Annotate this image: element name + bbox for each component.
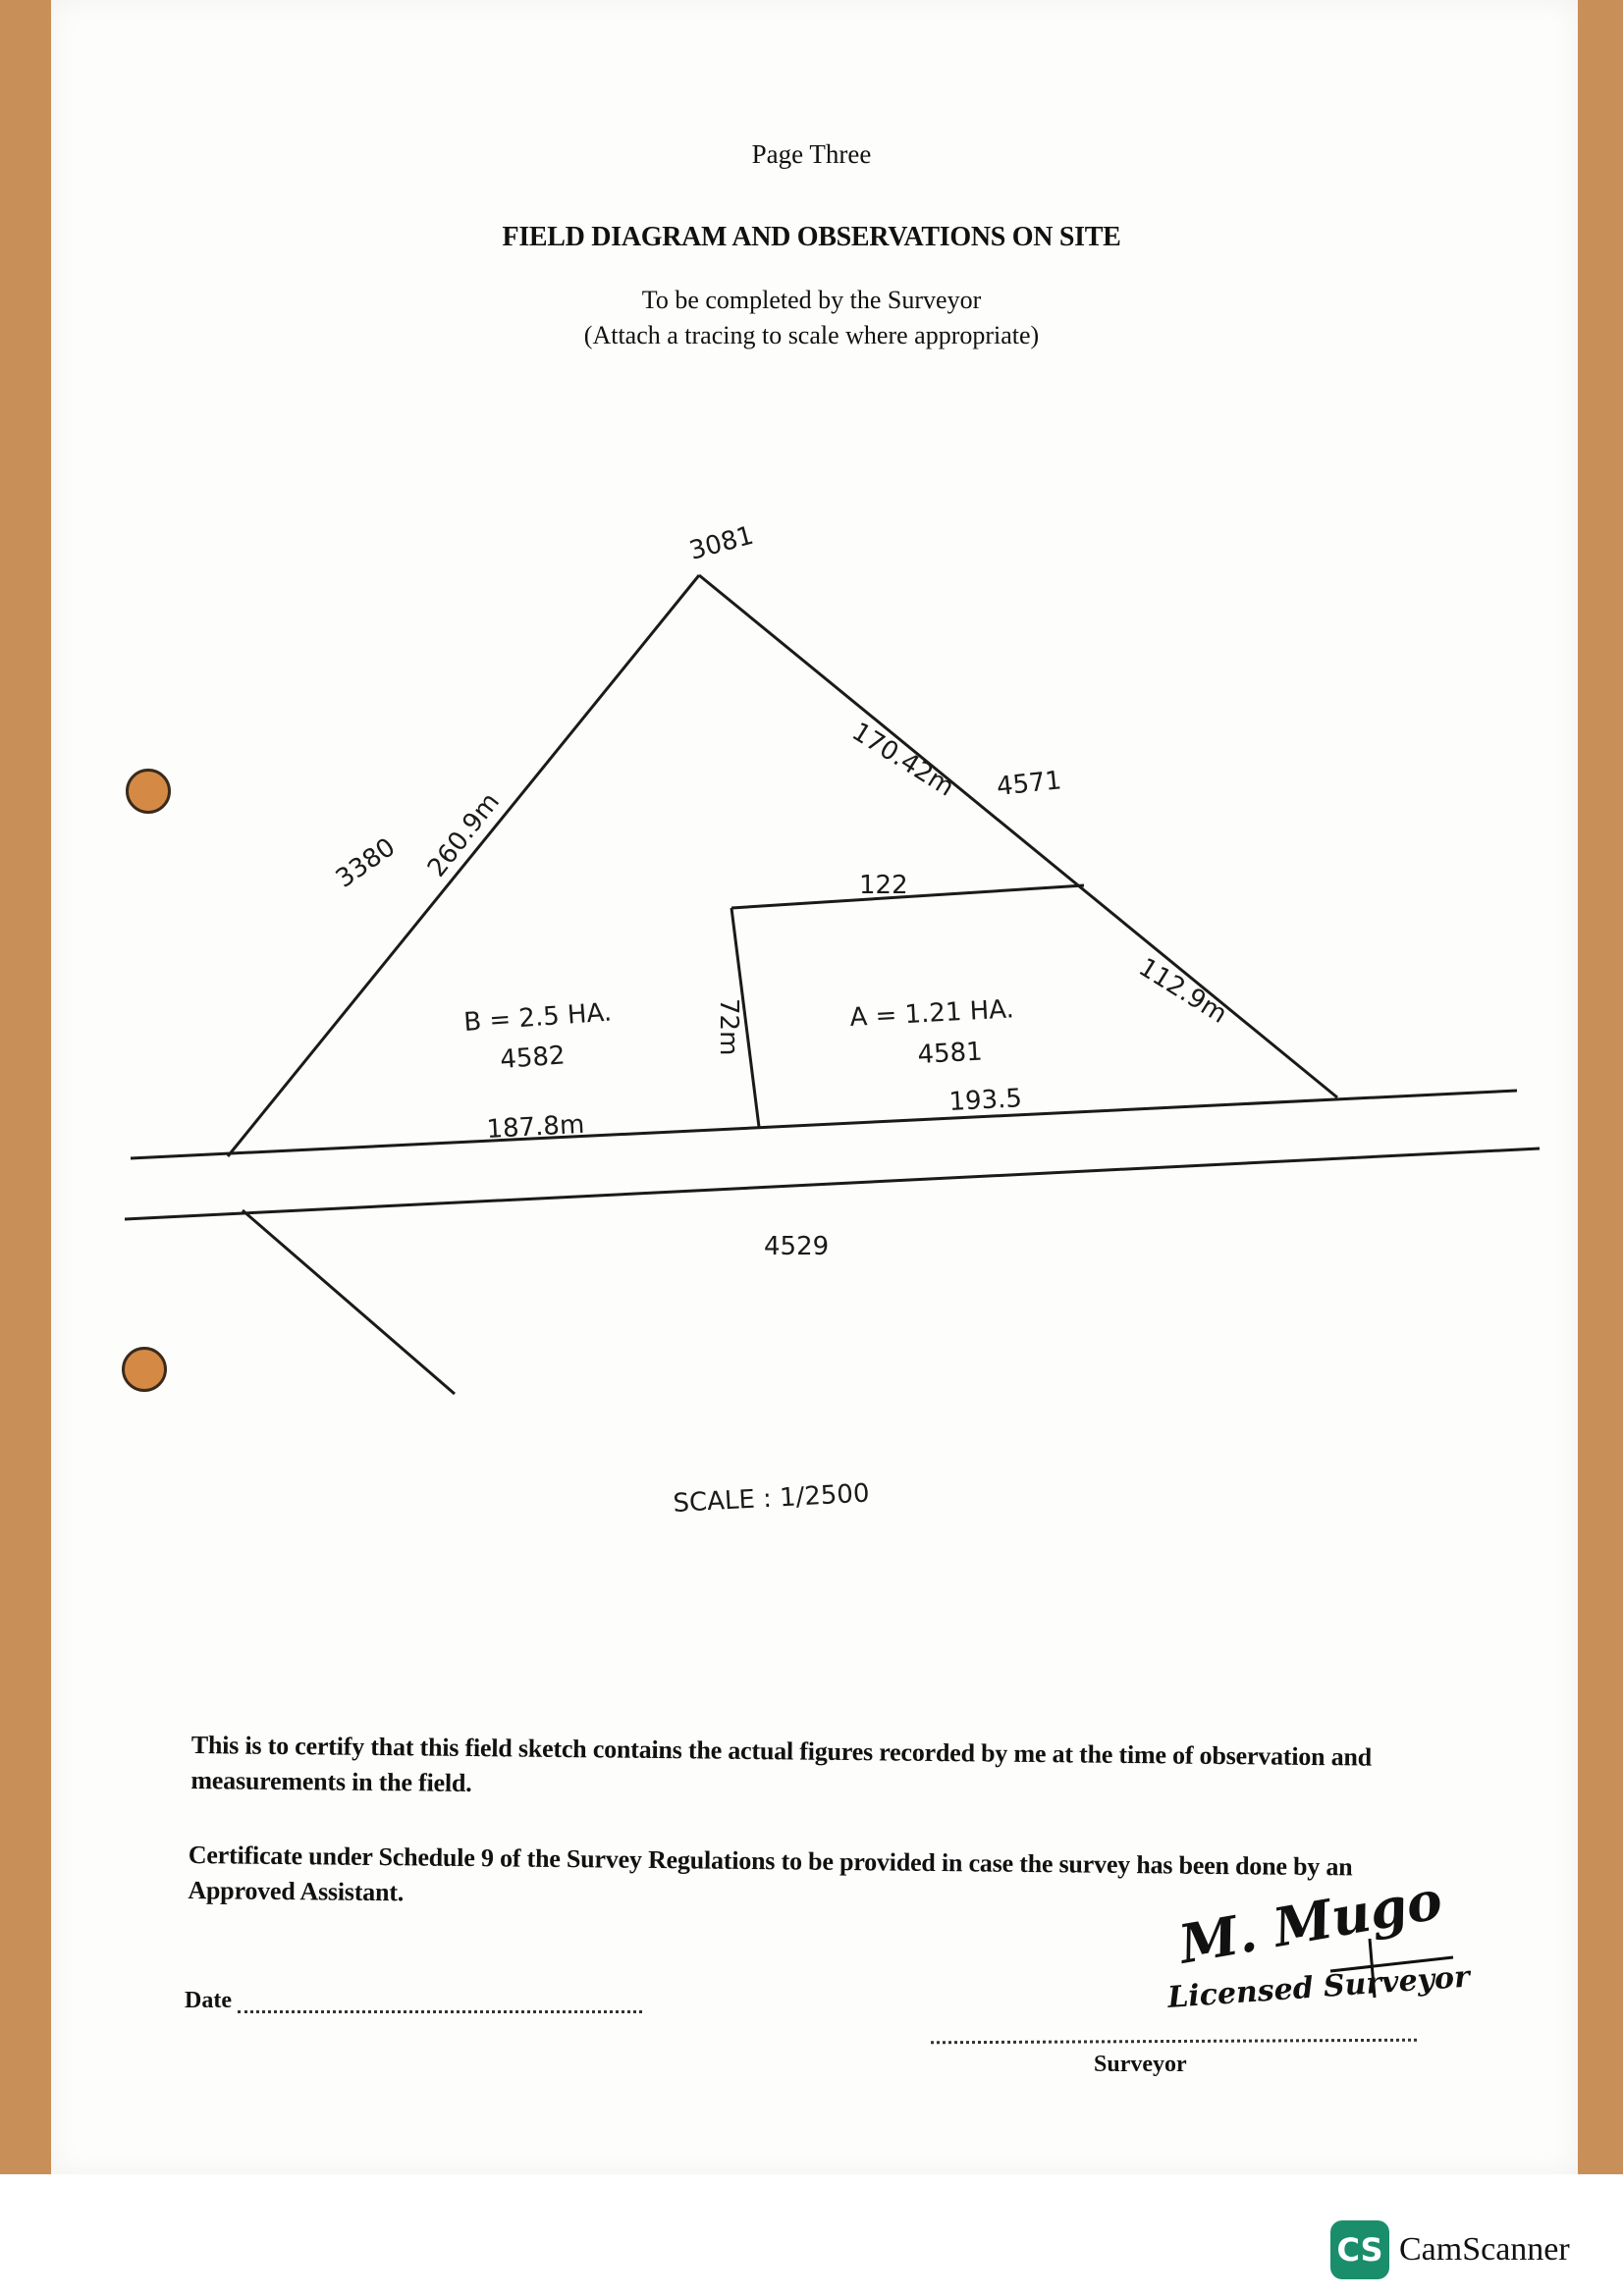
date-line[interactable]	[238, 2010, 642, 2013]
road-lower-edge	[125, 1148, 1540, 1219]
date-label: Date	[185, 1988, 232, 2013]
camscanner-name: CamScanner	[1399, 2231, 1570, 2268]
inner-top-length-label: 122	[859, 871, 908, 900]
plot-a-area-label: A = 1.21 HA.	[848, 994, 1015, 1033]
road-branch-line	[243, 1210, 455, 1394]
camscanner-watermark	[1330, 2220, 1570, 2279]
scale-label: SCALE : 1/2500	[672, 1478, 871, 1519]
left-side-length-label: 260.9m	[421, 787, 506, 883]
inner-left-length-label: 72m	[714, 998, 743, 1056]
triangle-left-side	[228, 575, 699, 1156]
lower-right-length-label: 112.9m	[1133, 952, 1232, 1030]
plot-b-frontage-label: 187.8m	[485, 1109, 585, 1145]
road-parcel-label: 4529	[764, 1232, 830, 1261]
right-parcel-label: 4571	[995, 766, 1063, 802]
left-beacon-label: 3380	[330, 832, 402, 894]
instruction-line-1: To be completed by the Surveyor	[641, 286, 982, 314]
signature-line-1: M. Mugo	[1174, 1867, 1447, 1976]
surveyor-label: Surveyor	[1094, 2052, 1187, 2077]
instruction-line-2: (Attach a tracing to scale where appropriate)	[583, 321, 1040, 349]
page-label: Page Three	[751, 139, 872, 169]
schedule-note: Certificate under Schedule 9 of the Survey Regulations to be provided in case the survey has been done by an Approved Assistant.	[188, 1840, 1353, 1907]
plot-a-frontage-label: 193.5	[947, 1084, 1023, 1117]
certification-statement: This is to certify that this field sketch contains the actual figures recorded by me at the time of observation and measurements in the field.	[190, 1730, 1373, 1797]
triangle-right-side	[699, 575, 1337, 1097]
plot-b-number-label: 4582	[499, 1041, 567, 1075]
upper-right-length-label: 170.42m	[846, 717, 959, 803]
camscanner-logo-icon: CS	[1330, 2220, 1389, 2279]
page-title: FIELD DIAGRAM AND OBSERVATIONS ON SITE	[502, 222, 1121, 252]
apex-beacon-label: 3081	[686, 520, 757, 566]
plot-a-number-label: 4581	[916, 1037, 984, 1070]
plot-b-area-label: B = 2.5 HA.	[462, 997, 614, 1038]
road-upper-edge	[131, 1091, 1517, 1158]
signature-line-2: Licensed Surveyor	[1166, 1959, 1471, 2015]
